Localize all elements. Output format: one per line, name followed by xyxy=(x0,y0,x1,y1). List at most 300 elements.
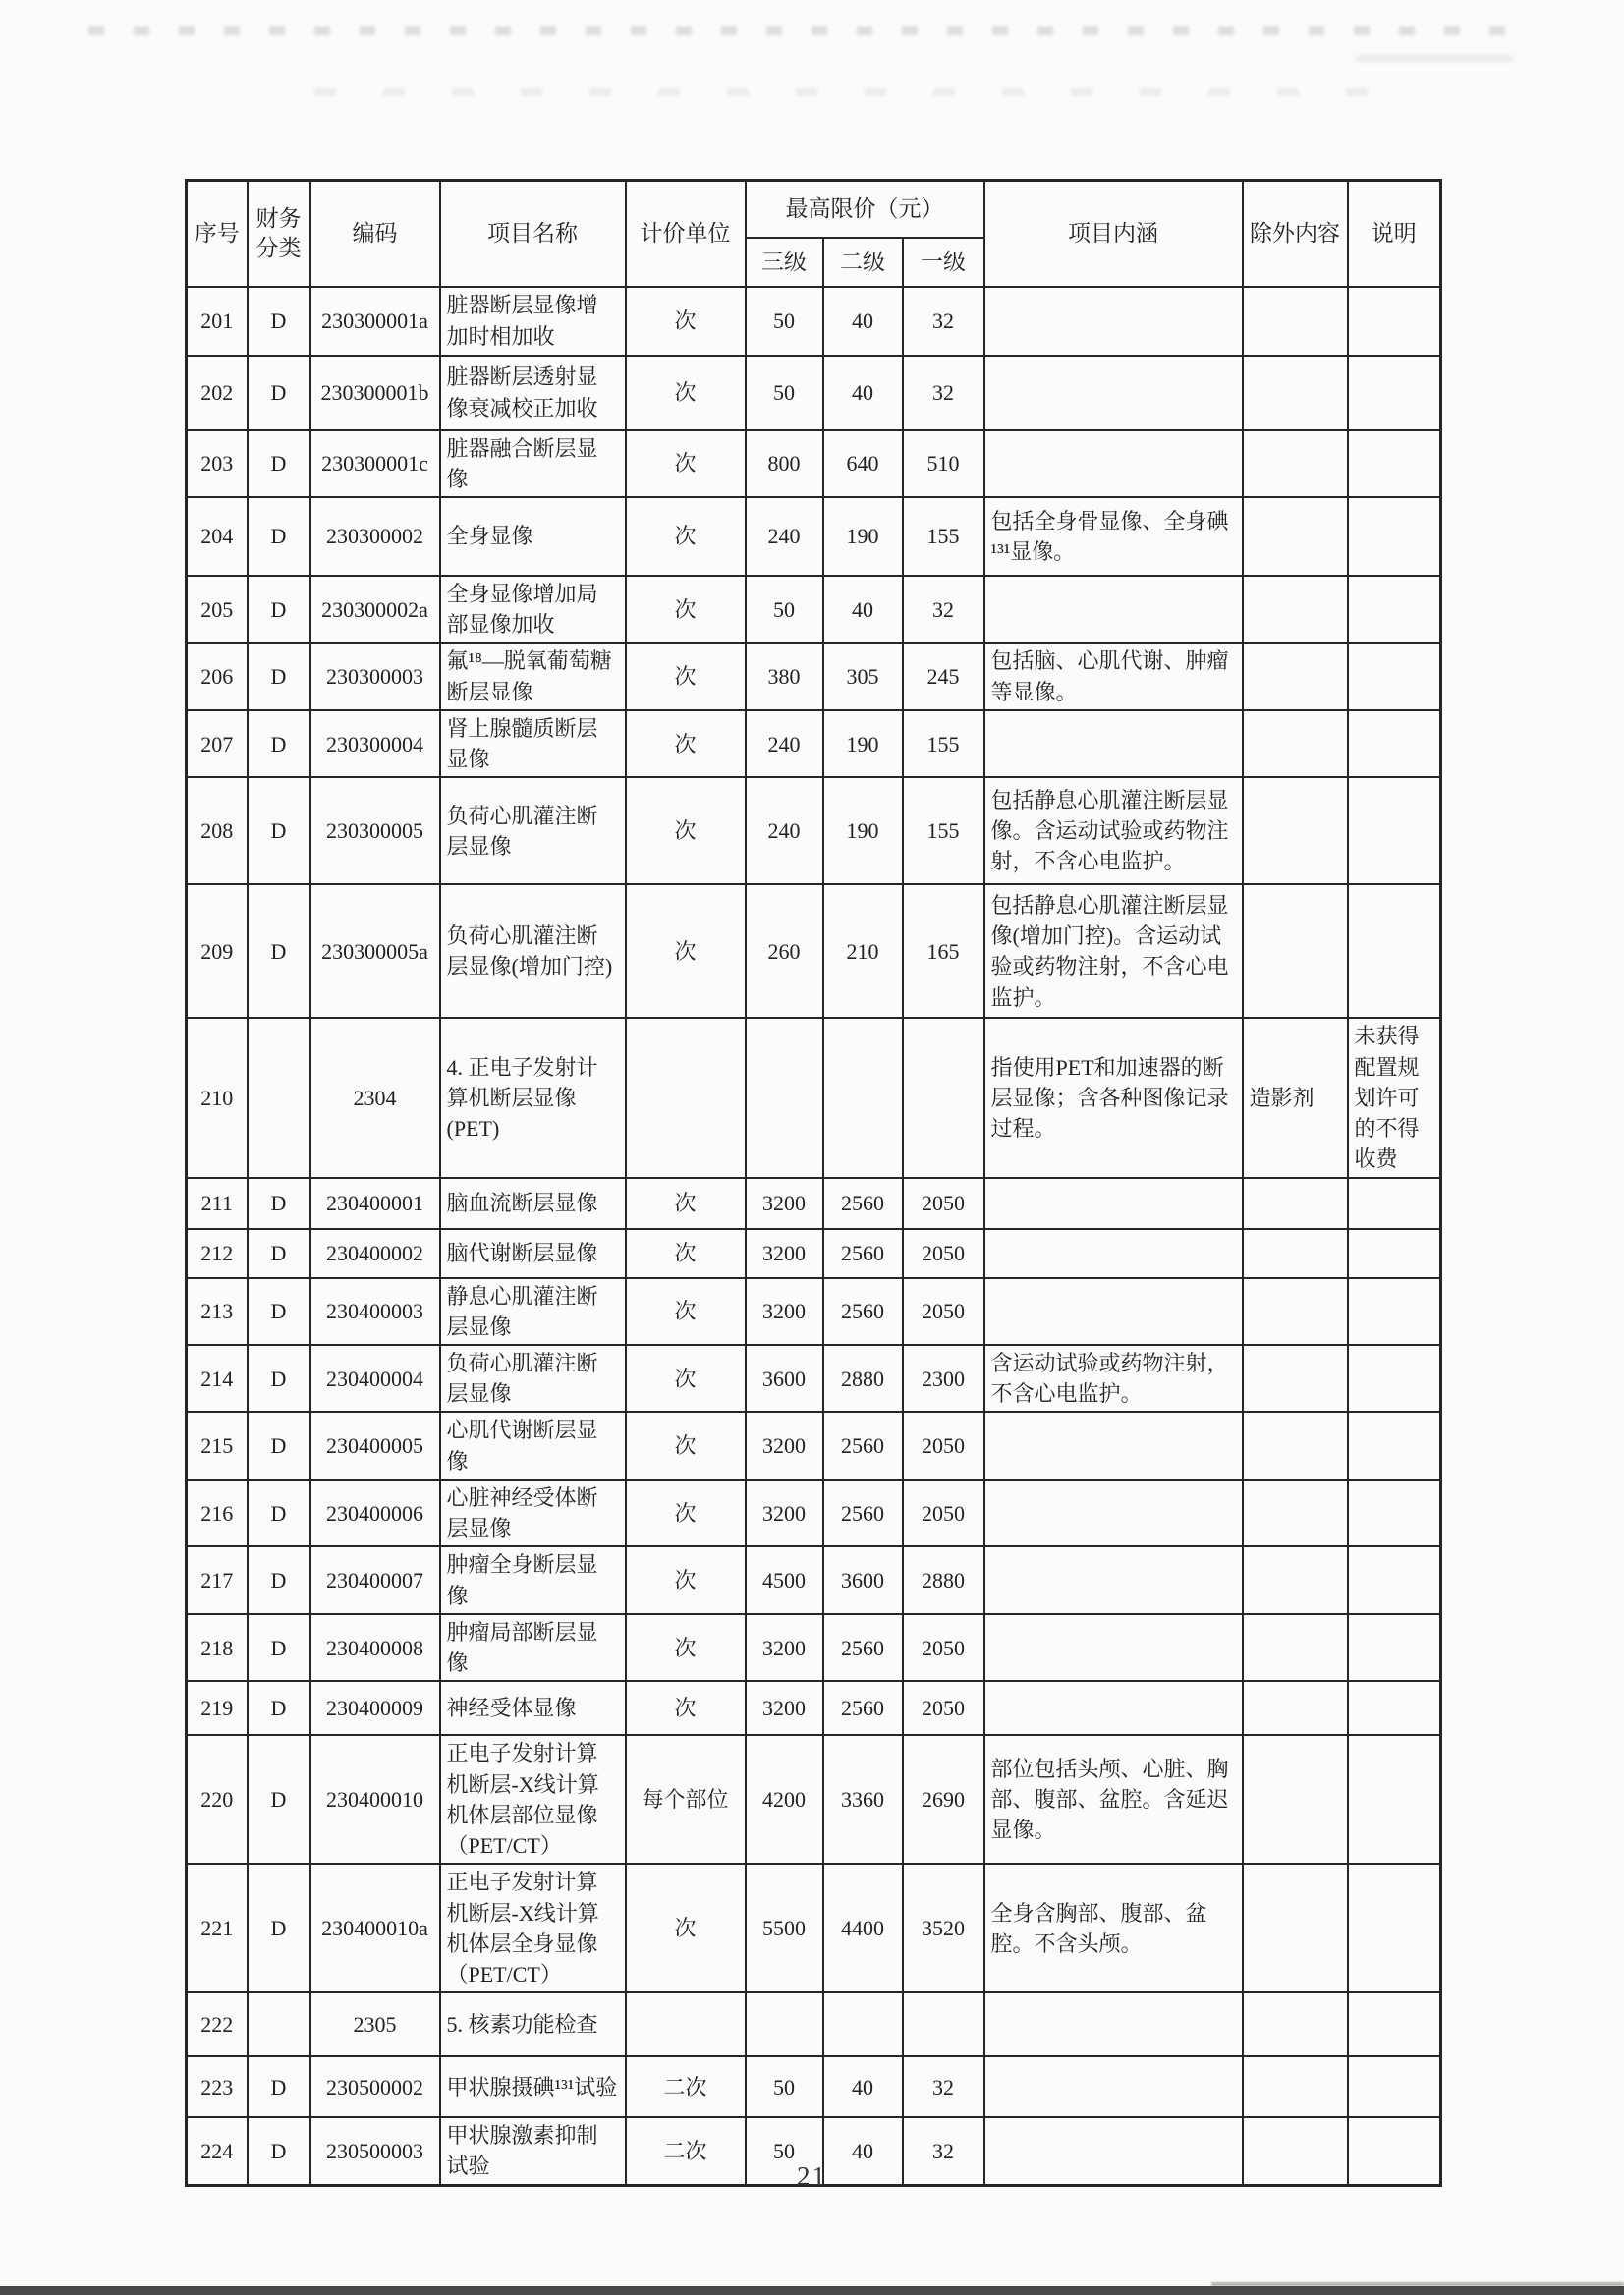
cell-price-level1: 3520 xyxy=(903,1864,984,1992)
cell-unit: 每个部位 xyxy=(626,1735,746,1864)
cell-seq: 224 xyxy=(187,2117,248,2185)
header-note: 说明 xyxy=(1348,181,1441,287)
cell-price-level2: 40 xyxy=(823,2056,903,2117)
cell-seq: 221 xyxy=(187,1864,248,1992)
cell-price-level3: 4200 xyxy=(746,1735,823,1864)
cell-price-level3: 260 xyxy=(746,884,823,1018)
cell-seq: 207 xyxy=(187,710,248,777)
table-row xyxy=(187,430,1441,497)
table-row xyxy=(187,1412,1441,1479)
cell-category xyxy=(248,1018,310,1177)
cell-content xyxy=(984,576,1243,643)
table-row xyxy=(187,1681,1441,1735)
table-row xyxy=(187,287,1441,356)
cell-content xyxy=(984,1614,1243,1681)
header-code: 编码 xyxy=(310,181,440,287)
cell-category: D xyxy=(248,430,310,497)
cell-note xyxy=(1348,710,1441,777)
cell-content xyxy=(984,1546,1243,1613)
cell-code: 230300004 xyxy=(310,710,440,777)
cell-category: D xyxy=(248,1412,310,1479)
cell-price-level3: 5500 xyxy=(746,1864,823,1992)
cell-unit: 次 xyxy=(626,777,746,884)
cell-price-level3: 240 xyxy=(746,497,823,576)
cell-name: 甲状腺摄碘¹³¹试验 xyxy=(440,2056,626,2117)
cell-unit: 次 xyxy=(626,1178,746,1229)
cell-price-level3: 3200 xyxy=(746,1278,823,1345)
cell-exclusion xyxy=(1243,884,1348,1018)
header-price-level-3: 三级 xyxy=(746,238,823,287)
cell-exclusion xyxy=(1243,576,1348,643)
cell-unit: 二次 xyxy=(626,2117,746,2185)
table-row xyxy=(187,2056,1441,2117)
cell-price-level3: 240 xyxy=(746,777,823,884)
cell-exclusion xyxy=(1243,1735,1348,1864)
table-row xyxy=(187,576,1441,643)
cell-content xyxy=(984,1229,1243,1278)
cell-price-level1: 2690 xyxy=(903,1735,984,1864)
cell-exclusion xyxy=(1243,1480,1348,1546)
cell-price-level3: 3200 xyxy=(746,1681,823,1735)
cell-code: 230300003 xyxy=(310,643,440,709)
cell-code: 230300001a xyxy=(310,287,440,356)
cell-price-level3: 3200 xyxy=(746,1229,823,1278)
cell-category: D xyxy=(248,287,310,356)
cell-content: 包括静息心肌灌注断层显像(增加门控)。含运动试验或药物注射，不含心电监护。 xyxy=(984,884,1243,1018)
cell-price-level1: 32 xyxy=(903,576,984,643)
cell-category: D xyxy=(248,1345,310,1412)
table-header xyxy=(187,181,1441,287)
cell-category: D xyxy=(248,1546,310,1613)
scan-smudge-top-2 xyxy=(314,88,1395,96)
cell-exclusion xyxy=(1243,1614,1348,1681)
cell-category: D xyxy=(248,1480,310,1546)
cell-note xyxy=(1348,777,1441,884)
cell-price-level2: 2560 xyxy=(823,1278,903,1345)
cell-unit: 次 xyxy=(626,430,746,497)
cell-name: 负荷心肌灌注断层显像 xyxy=(440,777,626,884)
cell-name: 肿瘤全身断层显像 xyxy=(440,1546,626,1613)
cell-seq: 204 xyxy=(187,497,248,576)
cell-price-level3: 50 xyxy=(746,356,823,430)
cell-code: 2304 xyxy=(310,1018,440,1177)
scan-smudge-top-3 xyxy=(1356,55,1513,62)
cell-name: 脑代谢断层显像 xyxy=(440,1229,626,1278)
cell-price-level1: 155 xyxy=(903,777,984,884)
header-price-group: 最高限价（元） xyxy=(746,181,984,238)
cell-price-level3: 800 xyxy=(746,430,823,497)
cell-category: D xyxy=(248,1178,310,1229)
cell-code: 230500002 xyxy=(310,2056,440,2117)
cell-note xyxy=(1348,1681,1441,1735)
header-price-level-1: 一级 xyxy=(903,238,984,287)
cell-price-level1: 2050 xyxy=(903,1480,984,1546)
cell-exclusion xyxy=(1243,1546,1348,1613)
cell-price-level1: 32 xyxy=(903,356,984,430)
cell-exclusion xyxy=(1243,643,1348,709)
table-body xyxy=(187,287,1441,2186)
cell-content: 包括全身骨显像、全身碘¹³¹显像。 xyxy=(984,497,1243,576)
cell-seq: 214 xyxy=(187,1345,248,1412)
cell-name: 负荷心肌灌注断层显像(增加门控) xyxy=(440,884,626,1018)
cell-seq: 203 xyxy=(187,430,248,497)
cell-unit: 次 xyxy=(626,1345,746,1412)
cell-exclusion xyxy=(1243,356,1348,430)
cell-unit xyxy=(626,1992,746,2056)
cell-unit xyxy=(626,1018,746,1177)
header-exclusion: 除外内容 xyxy=(1243,181,1348,287)
cell-seq: 211 xyxy=(187,1178,248,1229)
cell-price-level2: 190 xyxy=(823,497,903,576)
cell-category: D xyxy=(248,1614,310,1681)
cell-unit: 次 xyxy=(626,287,746,356)
cell-content: 含运动试验或药物注射，不含心电监护。 xyxy=(984,1345,1243,1412)
cell-name: 全身显像增加局部显像加收 xyxy=(440,576,626,643)
cell-name: 氟¹⁸—脱氧葡萄糖断层显像 xyxy=(440,643,626,709)
cell-content xyxy=(984,356,1243,430)
cell-exclusion xyxy=(1243,287,1348,356)
table-row xyxy=(187,497,1441,576)
cell-category: D xyxy=(248,1864,310,1992)
cell-name: 正电子发射计算机断层-X线计算机体层部位显像（PET/CT） xyxy=(440,1735,626,1864)
cell-price-level1: 2300 xyxy=(903,1345,984,1412)
cell-code: 230300002 xyxy=(310,497,440,576)
cell-code: 230400001 xyxy=(310,1178,440,1229)
table-row xyxy=(187,1018,1441,1177)
cell-category: D xyxy=(248,1229,310,1278)
cell-exclusion xyxy=(1243,1345,1348,1412)
cell-note xyxy=(1348,1480,1441,1546)
cell-code: 230400009 xyxy=(310,1681,440,1735)
cell-note xyxy=(1348,287,1441,356)
cell-price-level2 xyxy=(823,1992,903,2056)
cell-price-level2: 2560 xyxy=(823,1412,903,1479)
cell-exclusion xyxy=(1243,430,1348,497)
table-row xyxy=(187,884,1441,1018)
cell-price-level1: 32 xyxy=(903,2056,984,2117)
cell-unit: 次 xyxy=(626,1864,746,1992)
table-row xyxy=(187,1614,1441,1681)
cell-unit: 次 xyxy=(626,1480,746,1546)
cell-code: 230400010 xyxy=(310,1735,440,1864)
cell-seq: 215 xyxy=(187,1412,248,1479)
table-row xyxy=(187,1735,1441,1864)
cell-code: 230400010a xyxy=(310,1864,440,1992)
cell-content: 包括静息心肌灌注断层显像。含运动试验或药物注射，不含心电监护。 xyxy=(984,777,1243,884)
header-name: 项目名称 xyxy=(440,181,626,287)
cell-price-level1: 2050 xyxy=(903,1412,984,1479)
cell-content: 包括脑、心肌代谢、肿瘤等显像。 xyxy=(984,643,1243,709)
cell-exclusion xyxy=(1243,1992,1348,2056)
cell-exclusion xyxy=(1243,1864,1348,1992)
cell-seq: 208 xyxy=(187,777,248,884)
cell-seq: 202 xyxy=(187,356,248,430)
cell-seq: 206 xyxy=(187,643,248,709)
cell-price-level2: 2560 xyxy=(823,1178,903,1229)
cell-note xyxy=(1348,430,1441,497)
cell-price-level2: 640 xyxy=(823,430,903,497)
cell-price-level1: 165 xyxy=(903,884,984,1018)
cell-price-level2 xyxy=(823,1018,903,1177)
cell-category: D xyxy=(248,1278,310,1345)
cell-code: 230400007 xyxy=(310,1546,440,1613)
cell-content xyxy=(984,430,1243,497)
cell-note xyxy=(1348,576,1441,643)
cell-price-level2: 2560 xyxy=(823,1229,903,1278)
cell-price-level2: 2560 xyxy=(823,1681,903,1735)
table-row xyxy=(187,1546,1441,1613)
cell-category: D xyxy=(248,2117,310,2185)
cell-price-level1: 32 xyxy=(903,287,984,356)
cell-seq: 223 xyxy=(187,2056,248,2117)
cell-name: 脏器断层显像增加时相加收 xyxy=(440,287,626,356)
cell-content xyxy=(984,1992,1243,2056)
cell-exclusion xyxy=(1243,1178,1348,1229)
cell-price-level2: 190 xyxy=(823,777,903,884)
cell-price-level3: 240 xyxy=(746,710,823,777)
cell-unit: 次 xyxy=(626,1229,746,1278)
cell-price-level2: 190 xyxy=(823,710,903,777)
cell-note xyxy=(1348,884,1441,1018)
cell-exclusion xyxy=(1243,1412,1348,1479)
cell-category: D xyxy=(248,2056,310,2117)
cell-seq: 201 xyxy=(187,287,248,356)
cell-content xyxy=(984,1412,1243,1479)
cell-code: 2305 xyxy=(310,1992,440,2056)
cell-code: 230400006 xyxy=(310,1480,440,1546)
cell-name: 全身显像 xyxy=(440,497,626,576)
cell-price-level3 xyxy=(746,1992,823,2056)
cell-seq: 210 xyxy=(187,1018,248,1177)
cell-seq: 219 xyxy=(187,1681,248,1735)
cell-content xyxy=(984,1480,1243,1546)
cell-code: 230400005 xyxy=(310,1412,440,1479)
header-seq: 序号 xyxy=(187,181,248,287)
cell-code: 230500003 xyxy=(310,2117,440,2185)
cell-note: 未获得配置规划许可的不得收费 xyxy=(1348,1018,1441,1177)
cell-code: 230300001b xyxy=(310,356,440,430)
cell-price-level1: 2880 xyxy=(903,1546,984,1613)
cell-note xyxy=(1348,356,1441,430)
cell-category: D xyxy=(248,576,310,643)
cell-price-level3: 3200 xyxy=(746,1178,823,1229)
cell-unit: 次 xyxy=(626,1546,746,1613)
cell-exclusion: 造影剂 xyxy=(1243,1018,1348,1177)
cell-category: D xyxy=(248,497,310,576)
cell-note xyxy=(1348,1992,1441,2056)
cell-category: D xyxy=(248,710,310,777)
cell-code: 230400003 xyxy=(310,1278,440,1345)
cell-price-level3: 380 xyxy=(746,643,823,709)
cell-unit: 次 xyxy=(626,1614,746,1681)
table-row xyxy=(187,710,1441,777)
scan-smudge-top xyxy=(88,26,1533,35)
cell-note xyxy=(1348,497,1441,576)
cell-price-level3: 50 xyxy=(746,2056,823,2117)
cell-note xyxy=(1348,643,1441,709)
cell-code: 230300002a xyxy=(310,576,440,643)
cell-note xyxy=(1348,1735,1441,1864)
cell-seq: 209 xyxy=(187,884,248,1018)
table-row xyxy=(187,1178,1441,1229)
cell-name: 脑血流断层显像 xyxy=(440,1178,626,1229)
cell-category xyxy=(248,1992,310,2056)
cell-price-level3: 3200 xyxy=(746,1412,823,1479)
cell-seq: 216 xyxy=(187,1480,248,1546)
cell-price-level3: 3600 xyxy=(746,1345,823,1412)
page-number: 21 xyxy=(797,2161,827,2191)
cell-price-level1: 155 xyxy=(903,710,984,777)
cell-category: D xyxy=(248,884,310,1018)
cell-seq: 213 xyxy=(187,1278,248,1345)
cell-exclusion xyxy=(1243,777,1348,884)
cell-category: D xyxy=(248,1681,310,1735)
cell-price-level2: 305 xyxy=(823,643,903,709)
cell-exclusion xyxy=(1243,1278,1348,1345)
cell-price-level2: 3600 xyxy=(823,1546,903,1613)
cell-price-level1: 155 xyxy=(903,497,984,576)
cell-price-level1: 510 xyxy=(903,430,984,497)
cell-price-level1: 32 xyxy=(903,2117,984,2185)
table-row xyxy=(187,1992,1441,2056)
cell-unit: 次 xyxy=(626,643,746,709)
cell-unit: 次 xyxy=(626,1412,746,1479)
cell-name: 肾上腺髓质断层显像 xyxy=(440,710,626,777)
cell-code: 230300001c xyxy=(310,430,440,497)
cell-content xyxy=(984,1178,1243,1229)
table-row xyxy=(187,356,1441,430)
cell-category: D xyxy=(248,1735,310,1864)
cell-exclusion xyxy=(1243,1681,1348,1735)
cell-seq: 220 xyxy=(187,1735,248,1864)
cell-content xyxy=(984,2056,1243,2117)
cell-price-level3: 50 xyxy=(746,2117,823,2185)
cell-content xyxy=(984,710,1243,777)
cell-exclusion xyxy=(1243,497,1348,576)
cell-code: 230400004 xyxy=(310,1345,440,1412)
cell-category: D xyxy=(248,777,310,884)
cell-unit: 二次 xyxy=(626,2056,746,2117)
cell-price-level2: 2880 xyxy=(823,1345,903,1412)
cell-code: 230400002 xyxy=(310,1229,440,1278)
cell-price-level1 xyxy=(903,1018,984,1177)
cell-price-level3 xyxy=(746,1018,823,1177)
table-row xyxy=(187,1229,1441,1278)
cell-note xyxy=(1348,1345,1441,1412)
cell-price-level3: 4500 xyxy=(746,1546,823,1613)
cell-name: 心肌代谢断层显像 xyxy=(440,1412,626,1479)
cell-content: 部位包括头颅、心脏、胸部、腹部、盆腔。含延迟显像。 xyxy=(984,1735,1243,1864)
cell-name: 脏器断层透射显像衰减校正加收 xyxy=(440,356,626,430)
cell-price-level2: 40 xyxy=(823,576,903,643)
cell-price-level1: 2050 xyxy=(903,1681,984,1735)
cell-price-level2: 2560 xyxy=(823,1614,903,1681)
cell-name: 心脏神经受体断层显像 xyxy=(440,1480,626,1546)
table-row xyxy=(187,1278,1441,1345)
cell-price-level2: 210 xyxy=(823,884,903,1018)
cell-seq: 218 xyxy=(187,1614,248,1681)
cell-code: 230300005 xyxy=(310,777,440,884)
cell-note xyxy=(1348,1178,1441,1229)
cell-name: 4. 正电子发射计算机断层显像(PET) xyxy=(440,1018,626,1177)
cell-price-level1: 2050 xyxy=(903,1229,984,1278)
cell-price-level1: 2050 xyxy=(903,1278,984,1345)
cell-price-level2: 40 xyxy=(823,287,903,356)
cell-name: 正电子发射计算机断层-X线计算机体层全身显像（PET/CT） xyxy=(440,1864,626,1992)
cell-unit: 次 xyxy=(626,884,746,1018)
cell-price-level3: 50 xyxy=(746,287,823,356)
cell-name: 脏器融合断层显像 xyxy=(440,430,626,497)
cell-price-level3: 50 xyxy=(746,576,823,643)
cell-category: D xyxy=(248,643,310,709)
cell-name: 5. 核素功能检查 xyxy=(440,1992,626,2056)
cell-note xyxy=(1348,1278,1441,1345)
cell-name: 肿瘤局部断层显像 xyxy=(440,1614,626,1681)
cell-price-level1: 2050 xyxy=(903,1178,984,1229)
cell-seq: 212 xyxy=(187,1229,248,1278)
cell-content xyxy=(984,1681,1243,1735)
cell-price-level2: 4400 xyxy=(823,1864,903,1992)
table-row xyxy=(187,643,1441,709)
cell-note xyxy=(1348,1229,1441,1278)
cell-content xyxy=(984,1278,1243,1345)
cell-price-level1: 245 xyxy=(903,643,984,709)
header-price-level-2: 二级 xyxy=(823,238,903,287)
cell-content xyxy=(984,287,1243,356)
cell-unit: 次 xyxy=(626,1681,746,1735)
cell-price-level1 xyxy=(903,1992,984,2056)
header-unit: 计价单位 xyxy=(626,181,746,287)
table-row xyxy=(187,777,1441,884)
cell-unit: 次 xyxy=(626,356,746,430)
cell-seq: 205 xyxy=(187,576,248,643)
table-row xyxy=(187,1345,1441,1412)
cell-price-level2: 2560 xyxy=(823,1480,903,1546)
cell-unit: 次 xyxy=(626,576,746,643)
cell-exclusion xyxy=(1243,1229,1348,1278)
cell-unit: 次 xyxy=(626,1278,746,1345)
cell-content: 全身含胸部、腹部、盆腔。不含头颅。 xyxy=(984,1864,1243,1992)
cell-name: 负荷心肌灌注断层显像 xyxy=(440,1345,626,1412)
cell-note xyxy=(1348,2056,1441,2117)
cell-unit: 次 xyxy=(626,497,746,576)
cell-price-level2: 40 xyxy=(823,2117,903,2185)
cell-price-level3: 3200 xyxy=(746,1614,823,1681)
cell-price-level2: 40 xyxy=(823,356,903,430)
cell-note xyxy=(1348,1614,1441,1681)
cell-exclusion xyxy=(1243,2056,1348,2117)
scan-edge-bottom xyxy=(0,2286,1624,2295)
cell-price-level1: 2050 xyxy=(903,1614,984,1681)
cell-note xyxy=(1348,1546,1441,1613)
table-row xyxy=(187,1480,1441,1546)
cell-category: D xyxy=(248,356,310,430)
cell-note xyxy=(1348,1864,1441,1992)
table-row xyxy=(187,1864,1441,1992)
header-category: 财务分类 xyxy=(248,181,310,287)
cell-price-level2: 3360 xyxy=(823,1735,903,1864)
cell-code: 230300005a xyxy=(310,884,440,1018)
header-content: 项目内涵 xyxy=(984,181,1243,287)
cell-name: 静息心肌灌注断层显像 xyxy=(440,1278,626,1345)
cell-seq: 217 xyxy=(187,1546,248,1613)
cell-name: 甲状腺激素抑制试验 xyxy=(440,2117,626,2185)
cell-code: 230400008 xyxy=(310,1614,440,1681)
scan-edge-bottom-2 xyxy=(1211,2282,1624,2286)
cell-price-level3: 3200 xyxy=(746,1480,823,1546)
cell-seq: 222 xyxy=(187,1992,248,2056)
cell-note xyxy=(1348,1412,1441,1479)
